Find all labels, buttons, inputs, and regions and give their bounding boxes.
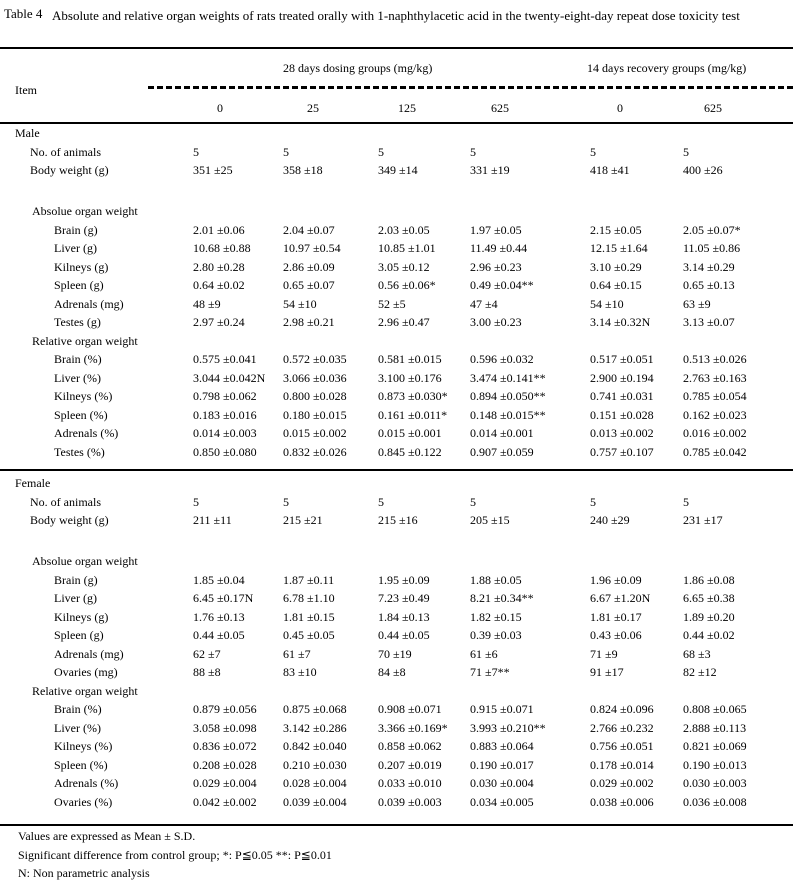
table-row [0, 352, 797, 370]
row-label: Brain (%) [54, 352, 102, 366]
table-cell: 2.96 ±0.47 [378, 315, 430, 329]
row-label: Spleen (g) [54, 628, 104, 642]
table-cell: 1.86 ±0.08 [683, 572, 735, 587]
table-cell: 5 [683, 494, 689, 509]
absolute-weight-heading [0, 204, 797, 222]
table-cell: 62 ±7 [193, 646, 221, 661]
table-cell: 0.208 ±0.028 [193, 757, 257, 772]
table-cell: 215 ±21 [283, 513, 323, 527]
row-label: Testes (%) [54, 444, 105, 459]
table-cell: 5 [283, 144, 289, 159]
section-heading [0, 126, 797, 144]
table-cell: 0.44 ±0.05 [193, 628, 245, 642]
table-cell: 70 ±19 [378, 646, 412, 661]
table-title: Absolute and relative organ weights of rats treated orally with 1-naphthylacetic acid in the twenty-eight-day repeat dose toxicity test [52, 8, 740, 23]
table-cell: 2.96 ±0.23 [470, 259, 522, 274]
body-weight-row [0, 513, 797, 531]
table-cell: 231 ±17 [683, 513, 723, 527]
table-cell: 400 ±26 [683, 163, 723, 177]
table-cell: 0.907 ±0.059 [470, 444, 534, 459]
dose-header: 125 [398, 101, 416, 115]
table-cell: 0.033 ±0.010 [378, 776, 442, 790]
table-cell: 0.842 ±0.040 [283, 739, 347, 753]
table-cell: 63 ±9 [683, 296, 711, 311]
table-cell: 10.68 ±0.88 [193, 241, 251, 255]
table-cell: 3.366 ±0.169* [378, 720, 448, 735]
table-cell: 0.785 ±0.042 [683, 444, 747, 459]
table-cell: 3.066 ±0.036 [283, 370, 347, 385]
table-cell: 0.850 ±0.080 [193, 444, 257, 459]
table-cell: 1.81 ±0.15 [283, 609, 335, 624]
section-heading [0, 476, 797, 494]
table-cell: 54 ±10 [590, 296, 624, 311]
table-cell: 3.474 ±0.141** [470, 370, 546, 385]
table-label: Table 4 [4, 6, 43, 21]
animals-count-row [0, 495, 797, 513]
table-cell: 2.86 ±0.09 [283, 259, 335, 274]
table-row [0, 721, 797, 739]
row-label: No. of animals [30, 144, 101, 159]
table-cell: 2.05 ±0.07* [683, 222, 741, 237]
table-cell: 0.190 ±0.013 [683, 757, 747, 772]
table-cell: 0.030 ±0.003 [683, 776, 747, 790]
table-row [0, 702, 797, 720]
item-header: Item [15, 83, 37, 97]
table-cell: 351 ±25 [193, 163, 233, 177]
table-cell: 0.56 ±0.06* [378, 278, 436, 292]
table-cell: 0.207 ±0.019 [378, 757, 442, 772]
table-cell: 2.888 ±0.113 [683, 720, 747, 735]
table-cell: 1.82 ±0.15 [470, 609, 522, 624]
table-cell: 0.029 ±0.004 [193, 776, 257, 790]
bottom-rule [0, 824, 793, 826]
footnote-significance: Significant difference from control group; *: P≦0.05 **: P≦0.01 [18, 848, 332, 862]
table-cell: 205 ±15 [470, 513, 510, 527]
table-cell: 3.14 ±0.32N [590, 315, 651, 329]
table-cell: 0.808 ±0.065 [683, 702, 747, 716]
table-cell: 71 ±9 [590, 646, 618, 661]
dose-header: 0 [217, 101, 223, 115]
table-row [0, 739, 797, 757]
table-cell: 0.798 ±0.062 [193, 389, 257, 403]
table-cell: 5 [590, 144, 596, 159]
table-cell: 0.879 ±0.056 [193, 702, 257, 716]
footnote-values: Values are expressed as Mean ± S.D. [18, 829, 196, 843]
row-label: Spleen (g) [54, 278, 104, 292]
table-cell: 0.800 ±0.028 [283, 389, 347, 403]
table-cell: 0.013 ±0.002 [590, 426, 654, 440]
dose-header: 0 [617, 101, 623, 115]
table-cell: 0.45 ±0.05 [283, 628, 335, 642]
absolute-weight-heading [0, 554, 797, 572]
table-row [0, 665, 797, 683]
table-cell: 215 ±16 [378, 513, 418, 527]
table-cell: 12.15 ±1.64 [590, 241, 648, 255]
row-label: Kilneys (%) [54, 739, 113, 753]
table-cell: 0.183 ±0.016 [193, 407, 257, 422]
row-label: Spleen (%) [54, 407, 108, 422]
table-cell: 0.832 ±0.026 [283, 444, 347, 459]
table-cell: 2.97 ±0.24 [193, 315, 245, 329]
table-cell: 0.64 ±0.15 [590, 278, 642, 292]
table-cell: 0.44 ±0.02 [683, 628, 735, 642]
table-cell: 5 [470, 144, 476, 159]
table-cell: 0.875 ±0.068 [283, 702, 347, 716]
table-cell: 0.148 ±0.015** [470, 407, 546, 422]
table-cell: 0.858 ±0.062 [378, 739, 442, 753]
table-cell: 0.034 ±0.005 [470, 794, 534, 809]
table-cell: 1.87 ±0.11 [283, 572, 335, 587]
table-cell: 0.575 ±0.041 [193, 352, 257, 366]
table-cell: 5 [193, 144, 199, 159]
table-cell: 0.513 ±0.026 [683, 352, 747, 366]
table-cell: 0.883 ±0.064 [470, 739, 534, 753]
table-cell: 0.151 ±0.028 [590, 407, 654, 422]
dose-header: 625 [704, 101, 722, 115]
table-row [0, 260, 797, 278]
table-cell: 2.900 ±0.194 [590, 370, 654, 385]
table-cell: 54 ±10 [283, 296, 317, 311]
table-row [0, 315, 797, 333]
table-cell: 0.036 ±0.008 [683, 794, 747, 809]
dose-header: 25 [307, 101, 319, 115]
table-cell: 1.95 ±0.09 [378, 572, 430, 587]
table-cell: 1.88 ±0.05 [470, 572, 522, 587]
table-cell: 0.845 ±0.122 [378, 444, 442, 459]
table-cell: 0.039 ±0.004 [283, 794, 347, 809]
table-cell: 3.10 ±0.29 [590, 259, 642, 274]
table-cell: 1.89 ±0.20 [683, 609, 735, 624]
table-cell: 3.00 ±0.23 [470, 315, 522, 329]
table-cell: 3.142 ±0.286 [283, 720, 347, 735]
row-label: Relative organ weight [32, 683, 138, 698]
dosing-group-header: 28 days dosing groups (mg/kg) [283, 61, 433, 75]
table-cell: 0.039 ±0.003 [378, 794, 442, 809]
row-label: Kilneys (g) [54, 609, 109, 624]
table-cell: 0.190 ±0.017 [470, 757, 534, 772]
table-cell: 0.015 ±0.002 [283, 426, 347, 440]
table-row [0, 610, 797, 628]
row-label: Adrenals (mg) [54, 646, 124, 661]
row-label: Adrenals (%) [54, 426, 119, 440]
table-cell: 0.757 ±0.107 [590, 444, 654, 459]
table-cell: 91 ±17 [590, 665, 624, 679]
row-label: Spleen (%) [54, 757, 108, 772]
table-cell: 0.581 ±0.015 [378, 352, 442, 366]
table-cell: 0.210 ±0.030 [283, 757, 347, 772]
table-cell: 1.85 ±0.04 [193, 572, 245, 587]
row-label: Kilneys (g) [54, 259, 109, 274]
table-cell: 47 ±4 [470, 296, 498, 311]
table-row [0, 591, 797, 609]
table-cell: 8.21 ±0.34** [470, 591, 534, 605]
table-row [0, 426, 797, 444]
table-cell: 11.05 ±0.86 [683, 241, 741, 255]
table-cell: 6.78 ±1.10 [283, 591, 335, 605]
table-cell: 0.038 ±0.006 [590, 794, 654, 809]
footnote-nonparametric: N: Non parametric analysis [18, 866, 150, 880]
table-row [0, 241, 797, 259]
row-label: Liver (g) [54, 241, 97, 255]
table-cell: 6.67 ±1.20N [590, 591, 651, 605]
row-label: Body weight (g) [30, 513, 109, 527]
recovery-group-header: 14 days recovery groups (mg/kg) [587, 61, 747, 75]
table-cell: 0.65 ±0.13 [683, 278, 735, 292]
table-cell: 331 ±19 [470, 163, 510, 177]
table-cell: 0.016 ±0.002 [683, 426, 747, 440]
row-label: Male [15, 126, 40, 140]
table-row [0, 297, 797, 315]
table-cell: 3.13 ±0.07 [683, 315, 735, 329]
table-cell: 1.84 ±0.13 [378, 609, 430, 624]
animals-count-row [0, 145, 797, 163]
table-row [0, 389, 797, 407]
row-label: Female [15, 476, 51, 490]
row-label: Liver (%) [54, 720, 101, 735]
table-cell: 0.596 ±0.032 [470, 352, 534, 366]
table-cell: 0.015 ±0.001 [378, 426, 442, 440]
table-row [0, 278, 797, 296]
table-cell: 61 ±6 [470, 646, 498, 661]
table-cell: 358 ±18 [283, 163, 323, 177]
table-cell: 3.14 ±0.29 [683, 259, 735, 274]
table-cell: 5 [683, 144, 689, 159]
table-cell: 5 [590, 494, 596, 509]
table-cell: 3.058 ±0.098 [193, 720, 257, 735]
table-row [0, 776, 797, 794]
table-cell: 0.836 ±0.072 [193, 739, 257, 753]
relative-weight-heading [0, 334, 797, 352]
table-cell: 2.01 ±0.06 [193, 222, 245, 237]
table-cell: 5 [378, 494, 384, 509]
row-label: Absolue organ weight [32, 554, 138, 568]
row-label: Testes (g) [54, 315, 101, 329]
table-cell: 0.028 ±0.004 [283, 776, 347, 790]
table-cell: 0.178 ±0.014 [590, 757, 654, 772]
header-bottom-rule [0, 122, 793, 124]
table-cell: 0.180 ±0.015 [283, 407, 347, 422]
row-label: Brain (g) [54, 222, 98, 237]
table-cell: 2.04 ±0.07 [283, 222, 335, 237]
header-dashed-rule [148, 86, 793, 89]
row-label: Adrenals (mg) [54, 296, 124, 311]
table-cell: 2.98 ±0.21 [283, 315, 335, 329]
table-cell: 6.65 ±0.38 [683, 591, 735, 605]
row-label: Ovaries (mg) [54, 665, 118, 679]
table-row [0, 573, 797, 591]
table-cell: 5 [378, 144, 384, 159]
table-cell: 6.45 ±0.17N [193, 591, 254, 605]
table-cell: 211 ±11 [193, 513, 232, 527]
row-label: No. of animals [30, 494, 101, 509]
table-cell: 3.100 ±0.176 [378, 370, 442, 385]
table-cell: 48 ±9 [193, 296, 221, 311]
relative-weight-heading [0, 684, 797, 702]
table-cell: 68 ±3 [683, 646, 711, 661]
table-cell: 0.64 ±0.02 [193, 278, 245, 292]
table-cell: 0.894 ±0.050** [470, 389, 546, 403]
table-cell: 84 ±8 [378, 665, 406, 679]
table-cell: 240 ±29 [590, 513, 630, 527]
table-cell: 3.044 ±0.042N [193, 370, 266, 385]
table-cell: 5 [470, 494, 476, 509]
table-cell: 0.161 ±0.011* [378, 407, 448, 422]
table-cell: 0.39 ±0.03 [470, 628, 522, 642]
table-cell: 10.97 ±0.54 [283, 241, 341, 255]
top-rule [0, 47, 793, 49]
table-cell: 71 ±7** [470, 665, 510, 679]
row-label: Absolue organ weight [32, 204, 138, 218]
table-cell: 88 ±8 [193, 665, 221, 679]
table-row [0, 647, 797, 665]
table-cell: 2.03 ±0.05 [378, 222, 430, 237]
table-cell: 1.96 ±0.09 [590, 572, 642, 587]
table-cell: 0.517 ±0.051 [590, 352, 654, 366]
table-cell: 82 ±12 [683, 665, 717, 679]
table-cell: 0.741 ±0.031 [590, 389, 654, 403]
row-label: Relative organ weight [32, 333, 138, 348]
row-label: Body weight (g) [30, 163, 109, 177]
table-row [0, 408, 797, 426]
row-label: Liver (g) [54, 591, 97, 605]
table-cell: 418 ±41 [590, 163, 630, 177]
table-cell: 0.756 ±0.051 [590, 739, 654, 753]
table-row [0, 628, 797, 646]
table-cell: 3.993 ±0.210** [470, 720, 546, 735]
table-cell: 52 ±5 [378, 296, 406, 311]
table-cell: 0.43 ±0.06 [590, 628, 642, 642]
table-cell: 1.76 ±0.13 [193, 609, 245, 624]
row-label: Adrenals (%) [54, 776, 119, 790]
table-cell: 0.029 ±0.002 [590, 776, 654, 790]
table-cell: 61 ±7 [283, 646, 311, 661]
table-cell: 1.97 ±0.05 [470, 222, 522, 237]
table-row [0, 445, 797, 463]
table-row [0, 795, 797, 813]
table-cell: 349 ±14 [378, 163, 418, 177]
table-row [0, 223, 797, 241]
table-cell: 0.014 ±0.003 [193, 426, 257, 440]
table-cell: 10.85 ±1.01 [378, 241, 436, 255]
dose-header: 625 [491, 101, 509, 115]
table-cell: 2.15 ±0.05 [590, 222, 642, 237]
table-cell: 0.014 ±0.001 [470, 426, 534, 440]
table-cell: 2.766 ±0.232 [590, 720, 654, 735]
table-cell: 0.572 ±0.035 [283, 352, 347, 366]
table-cell: 83 ±10 [283, 665, 317, 679]
table-cell: 0.908 ±0.071 [378, 702, 442, 716]
table-cell: 0.042 ±0.002 [193, 794, 257, 809]
table-cell: 5 [193, 494, 199, 509]
row-label: Brain (g) [54, 572, 98, 587]
table-cell: 0.785 ±0.054 [683, 389, 747, 403]
table-cell: 5 [283, 494, 289, 509]
table-cell: 0.44 ±0.05 [378, 628, 430, 642]
row-label: Ovaries (%) [54, 794, 113, 809]
table-cell: 1.81 ±0.17 [590, 609, 642, 624]
table-cell: 0.824 ±0.096 [590, 702, 654, 716]
section-divider-rule [0, 469, 793, 471]
table-cell: 0.030 ±0.004 [470, 776, 534, 790]
table-row [0, 371, 797, 389]
table-cell: 0.49 ±0.04** [470, 278, 534, 292]
table-cell: 0.873 ±0.030* [378, 389, 448, 403]
table-cell: 11.49 ±0.44 [470, 241, 528, 255]
row-label: Liver (%) [54, 370, 101, 385]
table-cell: 3.05 ±0.12 [378, 259, 430, 274]
row-label: Brain (%) [54, 702, 102, 716]
table-cell: 0.915 ±0.071 [470, 702, 534, 716]
table-cell: 2.763 ±0.163 [683, 370, 747, 385]
table-cell: 2.80 ±0.28 [193, 259, 245, 274]
table-cell: 0.162 ±0.023 [683, 407, 747, 422]
table-cell: 0.821 ±0.069 [683, 739, 747, 753]
row-label: Kilneys (%) [54, 389, 113, 403]
table-cell: 7.23 ±0.49 [378, 591, 430, 605]
body-weight-row [0, 163, 797, 181]
table-row [0, 758, 797, 776]
table-cell: 0.65 ±0.07 [283, 278, 335, 292]
